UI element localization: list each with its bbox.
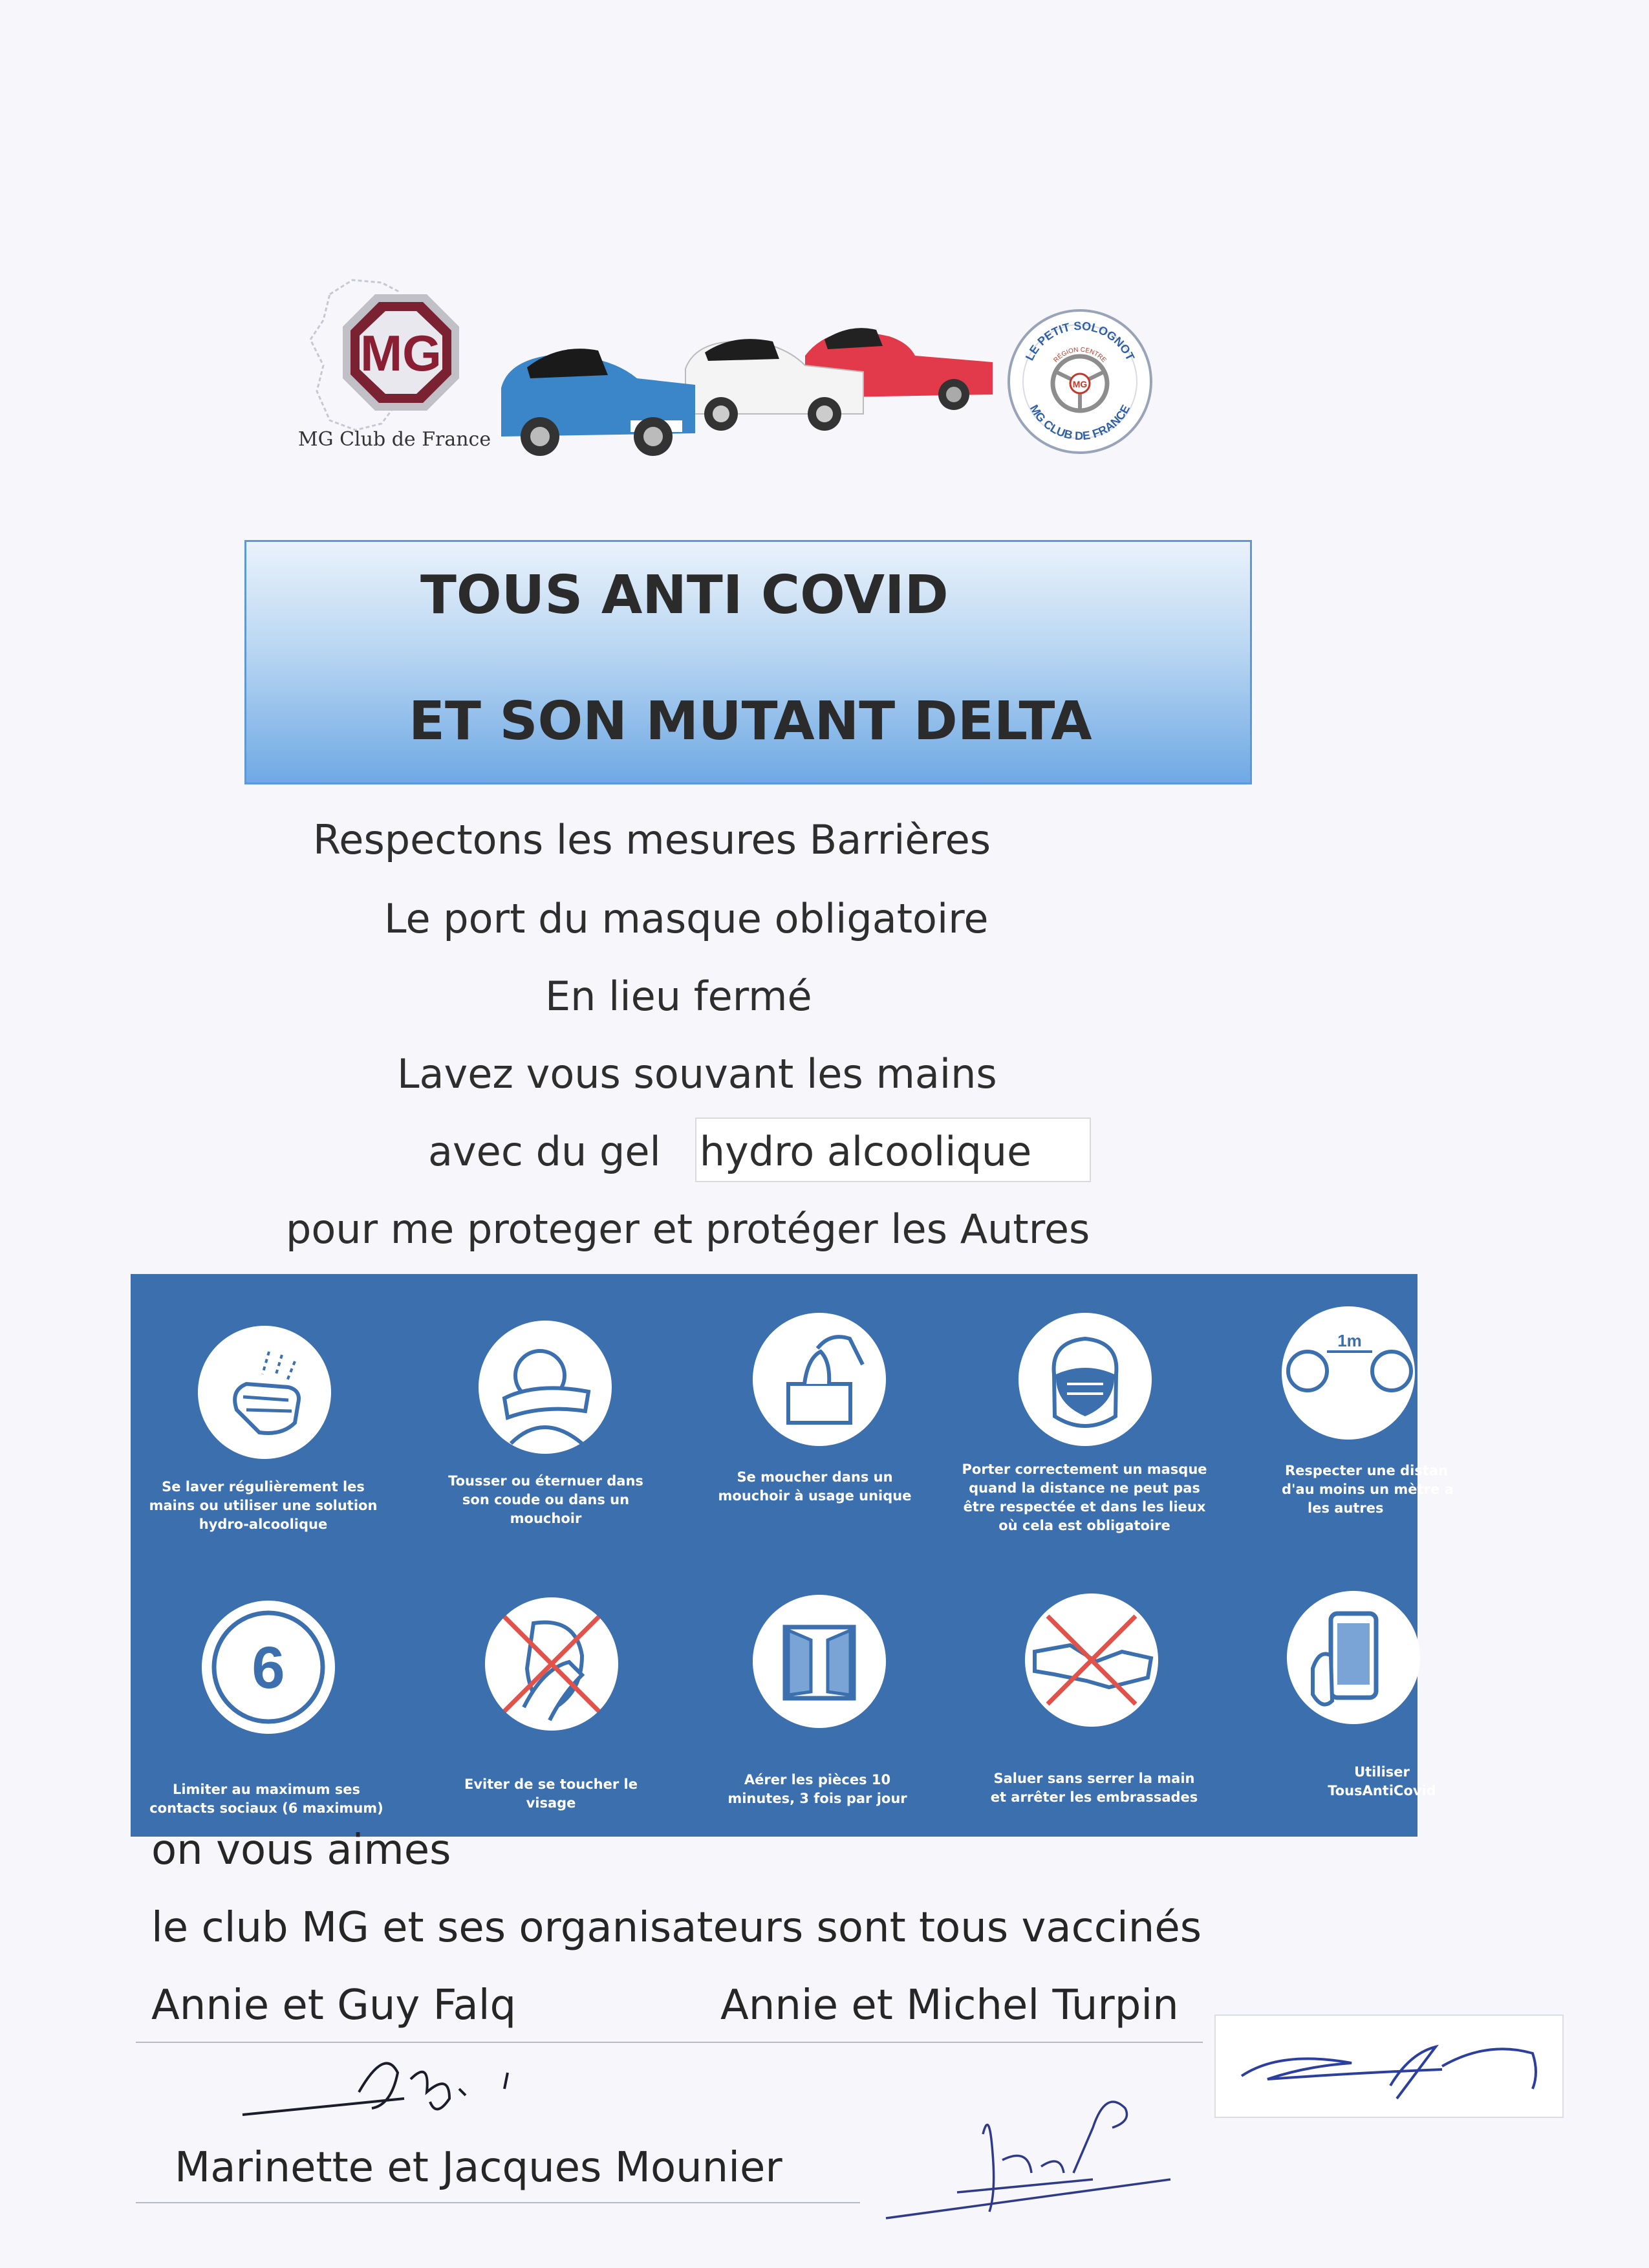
hand-washing-icon xyxy=(198,1326,331,1459)
distance-badge: 1m xyxy=(1337,1331,1362,1350)
message-line-5-prefix: avec du gel xyxy=(428,1128,661,1175)
message-line-1: Respectons les mesures Barrières xyxy=(313,816,991,863)
caption-mask: Porter correctement un masque quand la distance ne peut pas être respectée et dans les lieux où cela est obligatoire xyxy=(962,1462,1207,1533)
message-line-3: En lieu fermé xyxy=(545,973,812,1020)
seal-center-text: MG xyxy=(1072,379,1088,389)
caption-cough-elbow: Tousser ou éternuer dans son coude ou dans un mouchoir xyxy=(448,1473,643,1526)
seal-bottom-text: MG CLUB DE FRANCE xyxy=(1027,402,1133,443)
distance-icon xyxy=(1282,1306,1415,1440)
signer-left: Annie et Guy Falq xyxy=(151,1982,517,2029)
message-line-5 xyxy=(428,1128,1031,1175)
message-line-6: pour me proteger et protéger les Autres xyxy=(286,1205,1090,1253)
no-handshake-icon xyxy=(1025,1593,1158,1727)
caption-no-face-touch: Eviter de se toucher le visage xyxy=(464,1777,638,1811)
signer-right: Annie et Michel Turpin xyxy=(720,1982,1179,2029)
message-line-5-boxed: hydro alcoolique xyxy=(699,1128,1032,1175)
banner-title-line2: ET SON MUTANT DELTA xyxy=(409,691,1092,752)
closing-line-2: le club MG et ses organisateurs sont tous vaccinés xyxy=(151,1904,1202,1952)
classic-cars-image xyxy=(501,317,993,459)
cough-elbow-icon xyxy=(479,1321,612,1454)
caption-distance: Respecter une distan d'au moins un mètre a les autres xyxy=(1282,1463,1454,1516)
message-line-2: Le port du masque obligatoire xyxy=(384,895,989,942)
signature-rule-bottom xyxy=(136,2202,860,2203)
phone-app-icon xyxy=(1287,1591,1420,1724)
blue-car xyxy=(501,349,695,456)
window-ventilation-icon xyxy=(753,1595,886,1728)
petit-solognot-seal xyxy=(1006,307,1154,456)
mask-icon xyxy=(1018,1313,1152,1446)
closing-line-1: on vous aimes xyxy=(151,1826,451,1874)
signature-turpin xyxy=(1229,2027,1558,2111)
caption-no-handshake: Saluer sans serrer la main et arrêter les embrassades xyxy=(990,1771,1198,1805)
mg-logo-text: MG xyxy=(360,325,442,382)
caption-ventilation: Aérer les pièces 10 minutes, 3 fois par jour xyxy=(727,1772,907,1806)
signature-falq xyxy=(236,2034,559,2124)
caption-six-contacts: Limiter au maximum ses contacts sociaux (6 maximum) xyxy=(149,1782,383,1816)
club-label: MG Club de France xyxy=(297,428,491,451)
banner-title-line1: TOUS ANTI COVID xyxy=(420,565,949,626)
caption-tissue: Se moucher dans un mouchoir à usage unique xyxy=(718,1469,912,1504)
barrier-gestures-panel xyxy=(131,1274,1454,1837)
six-contacts-icon xyxy=(202,1601,335,1734)
caption-phone-app: Utiliser TousAntiCovid xyxy=(1328,1764,1436,1798)
no-face-touch-icon xyxy=(485,1597,618,1731)
seal-inner-text: RÉGION CENTRE xyxy=(1052,346,1108,364)
signer-bottom: Marinette et Jacques Mounier xyxy=(175,2144,782,2192)
contacts-badge: 6 xyxy=(252,1635,285,1701)
message-line-4: Lavez vous souvant les mains xyxy=(397,1050,997,1097)
tissue-icon xyxy=(753,1313,886,1446)
signature-mounier xyxy=(879,2082,1183,2225)
caption-hand-washing: Se laver régulièrement les mains ou utiliser une solution hydro-alcoolique xyxy=(149,1479,378,1532)
seal-top-text: LE PETIT SOLOGNOT xyxy=(1022,319,1137,363)
